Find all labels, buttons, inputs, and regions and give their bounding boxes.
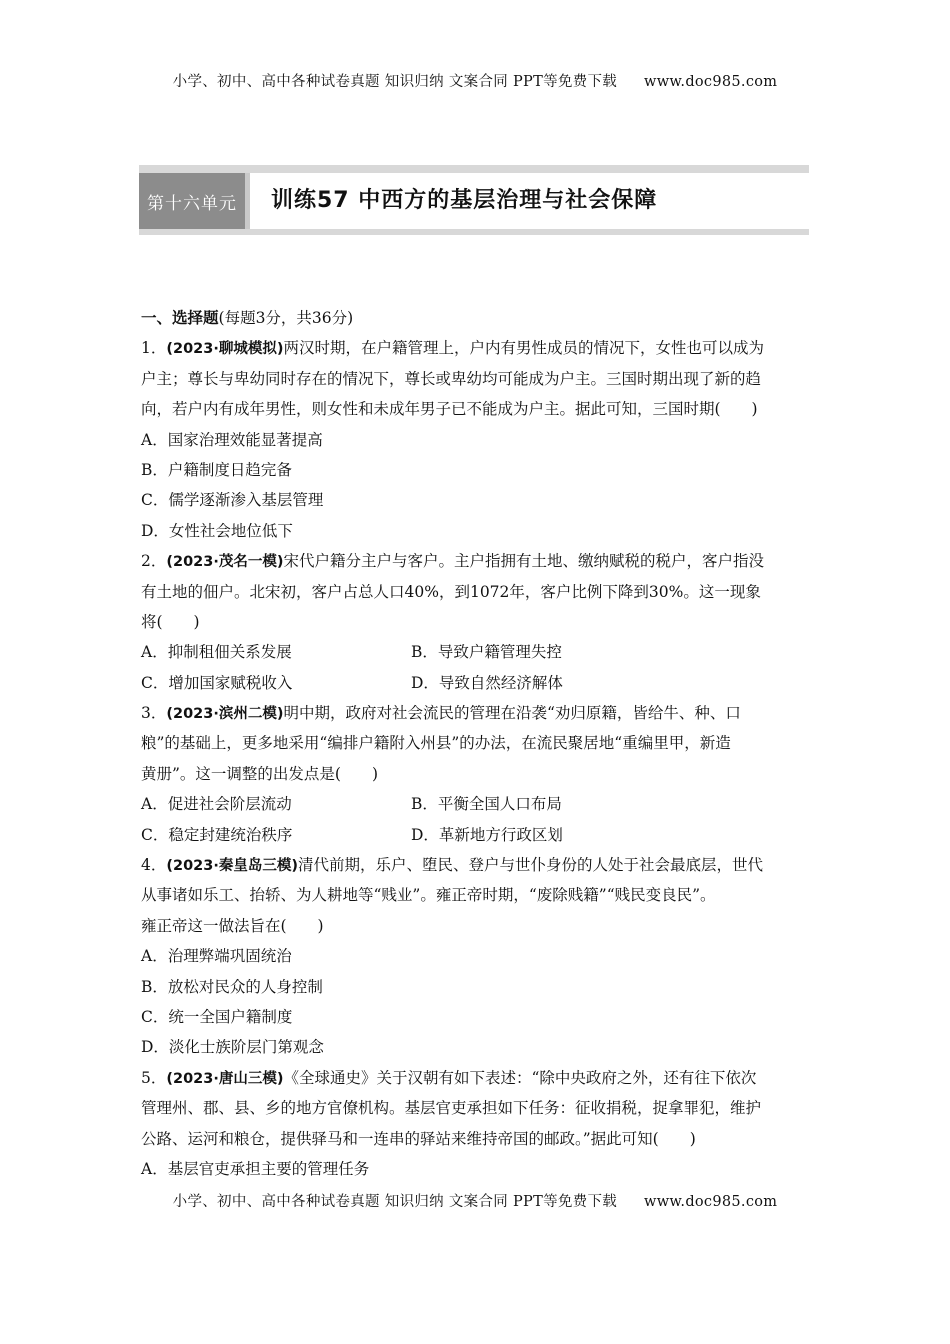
question-number: 3． (141, 704, 167, 723)
question-number: 5． (141, 1068, 167, 1087)
question-text: 两汉时期，在户籍管理上，户内有男性成员的情况下，女性也可以成为 (283, 339, 765, 358)
question-text: 向，若户内有成年男性，则女性和未成年男子已不能成为户主。据此可知，三国时期( ) (141, 400, 758, 419)
option-row (141, 637, 811, 667)
option-d[interactable]: D．女性社会地位低下 (141, 521, 293, 540)
exercise-content (141, 303, 811, 1184)
question-stem-line (141, 1063, 811, 1093)
header-url[interactable]: www.doc985.com (644, 74, 778, 90)
question-number: 1． (141, 339, 167, 358)
footer-url[interactable]: www.doc985.com (644, 1194, 778, 1210)
question-source: (2023·茂名一模) (166, 554, 284, 571)
question-source: (2023·聊城模拟) (166, 341, 284, 358)
option-a[interactable]: A．治理弊端巩固统治 (141, 947, 292, 966)
section-heading (141, 303, 811, 333)
option-c[interactable]: C．统一全国户籍制度 (141, 1007, 293, 1026)
training-title: 训练57 中西方的基层治理与社会保障 (271, 188, 658, 213)
question-stem-line (141, 333, 811, 363)
question-stem-line (141, 698, 811, 728)
question-text: 公路、运河和粮仓，提供驿马和一连串的驿站来维持帝国的邮政。”据此可知( ) (141, 1129, 696, 1148)
question-text: 粮”的基础上，更多地采用“编排户籍附入州县”的办法，在流民聚居地“重编里甲，新造 (141, 734, 731, 753)
option-c[interactable]: C．增加国家赋税收入 (141, 673, 293, 692)
question-text: 管理州、郡、县、乡的地方官僚机构。基层官吏承担如下任务：征收捐税，捉拿罪犯，维护 (141, 1099, 762, 1118)
question-text: 雍正帝这一做法旨在( ) (141, 916, 324, 935)
option-b[interactable]: B．放松对民众的人身控制 (141, 977, 323, 996)
banner-top-rule (139, 165, 809, 173)
question-5 (141, 1063, 811, 1185)
question-1 (141, 333, 811, 546)
page-footer (0, 1190, 950, 1211)
option-d[interactable]: D．革新地方行政区划 (411, 825, 563, 844)
question-text: 清代前期，乐户、堕民、登户与世仆身份的人处于社会最底层，世代 (298, 856, 764, 875)
footer-text: 小学、初中、高中各种试卷真题 知识归纳 文案合同 PPT等免费下载 (172, 1194, 618, 1210)
question-text: 宋代户籍分主户与客户。主户指拥有土地、缴纳赋税的税户，客户指没 (283, 552, 765, 571)
option-a[interactable]: A．国家治理效能显著提高 (141, 430, 323, 449)
option-row (141, 668, 811, 698)
question-2 (141, 546, 811, 698)
section-title: 一、选择题 (141, 309, 219, 327)
question-stem-line (141, 850, 811, 880)
option-b[interactable]: B．导致户籍管理失控 (411, 643, 562, 662)
option-c[interactable]: C．儒学逐渐渗入基层管理 (141, 491, 324, 510)
question-text: 户主；尊长与卑幼同时存在的情况下，尊长或卑幼均可能成为户主。三国时期出现了新的趋 (141, 369, 762, 388)
header-text: 小学、初中、高中各种试卷真题 知识归纳 文案合同 PPT等免费下载 (172, 74, 618, 90)
question-text: 从事诸如乐工、抬轿、为人耕地等“贱业”。雍正帝时期，“废除贱籍”“贱民变良民”。 (141, 886, 716, 905)
question-text: 明中期，政府对社会流民的管理在沿袭“劝归原籍，皆给牛、种、口 (283, 704, 741, 723)
option-a[interactable]: A．抑制租佃关系发展 (141, 643, 292, 662)
option-c[interactable]: C．稳定封建统治秩序 (141, 825, 293, 844)
option-a[interactable]: A．促进社会阶层流动 (141, 795, 292, 814)
question-source: (2023·唐山三模) (166, 1070, 284, 1087)
question-source: (2023·秦皇岛三模) (166, 858, 298, 875)
question-source: (2023·滨州二模) (166, 706, 284, 723)
unit-banner (139, 165, 809, 235)
question-text: 有土地的佃户。北宋初，客户占总人口40%，到1072年，客户比例下降到30%。这一现象 (141, 582, 761, 601)
question-number: 4． (141, 856, 167, 875)
option-b[interactable]: B．户籍制度日趋完备 (141, 460, 292, 479)
banner-bottom-rule (139, 229, 809, 235)
question-4 (141, 850, 811, 1063)
option-row (141, 789, 811, 819)
option-row (141, 820, 811, 850)
question-3 (141, 698, 811, 850)
question-text: 《全球通史》关于汉朝有如下表述：“除中央政府之外，还有往下依次 (283, 1068, 757, 1087)
unit-box-edge (245, 173, 250, 229)
option-a[interactable]: A．基层官吏承担主要的管理任务 (141, 1159, 370, 1178)
option-b[interactable]: B．平衡全国人口布局 (411, 795, 562, 814)
section-note: (每题3分，共36分) (218, 309, 354, 327)
option-d[interactable]: D．淡化士族阶层门第观念 (141, 1038, 324, 1057)
question-number: 2． (141, 552, 167, 571)
question-text: 黄册”。这一调整的出发点是( ) (141, 764, 379, 783)
page-header (0, 70, 950, 91)
question-text: 将( ) (141, 612, 200, 631)
question-stem-line (141, 546, 811, 576)
unit-label: 第十六单元 (139, 173, 245, 229)
option-d[interactable]: D．导致自然经济解体 (411, 673, 563, 692)
